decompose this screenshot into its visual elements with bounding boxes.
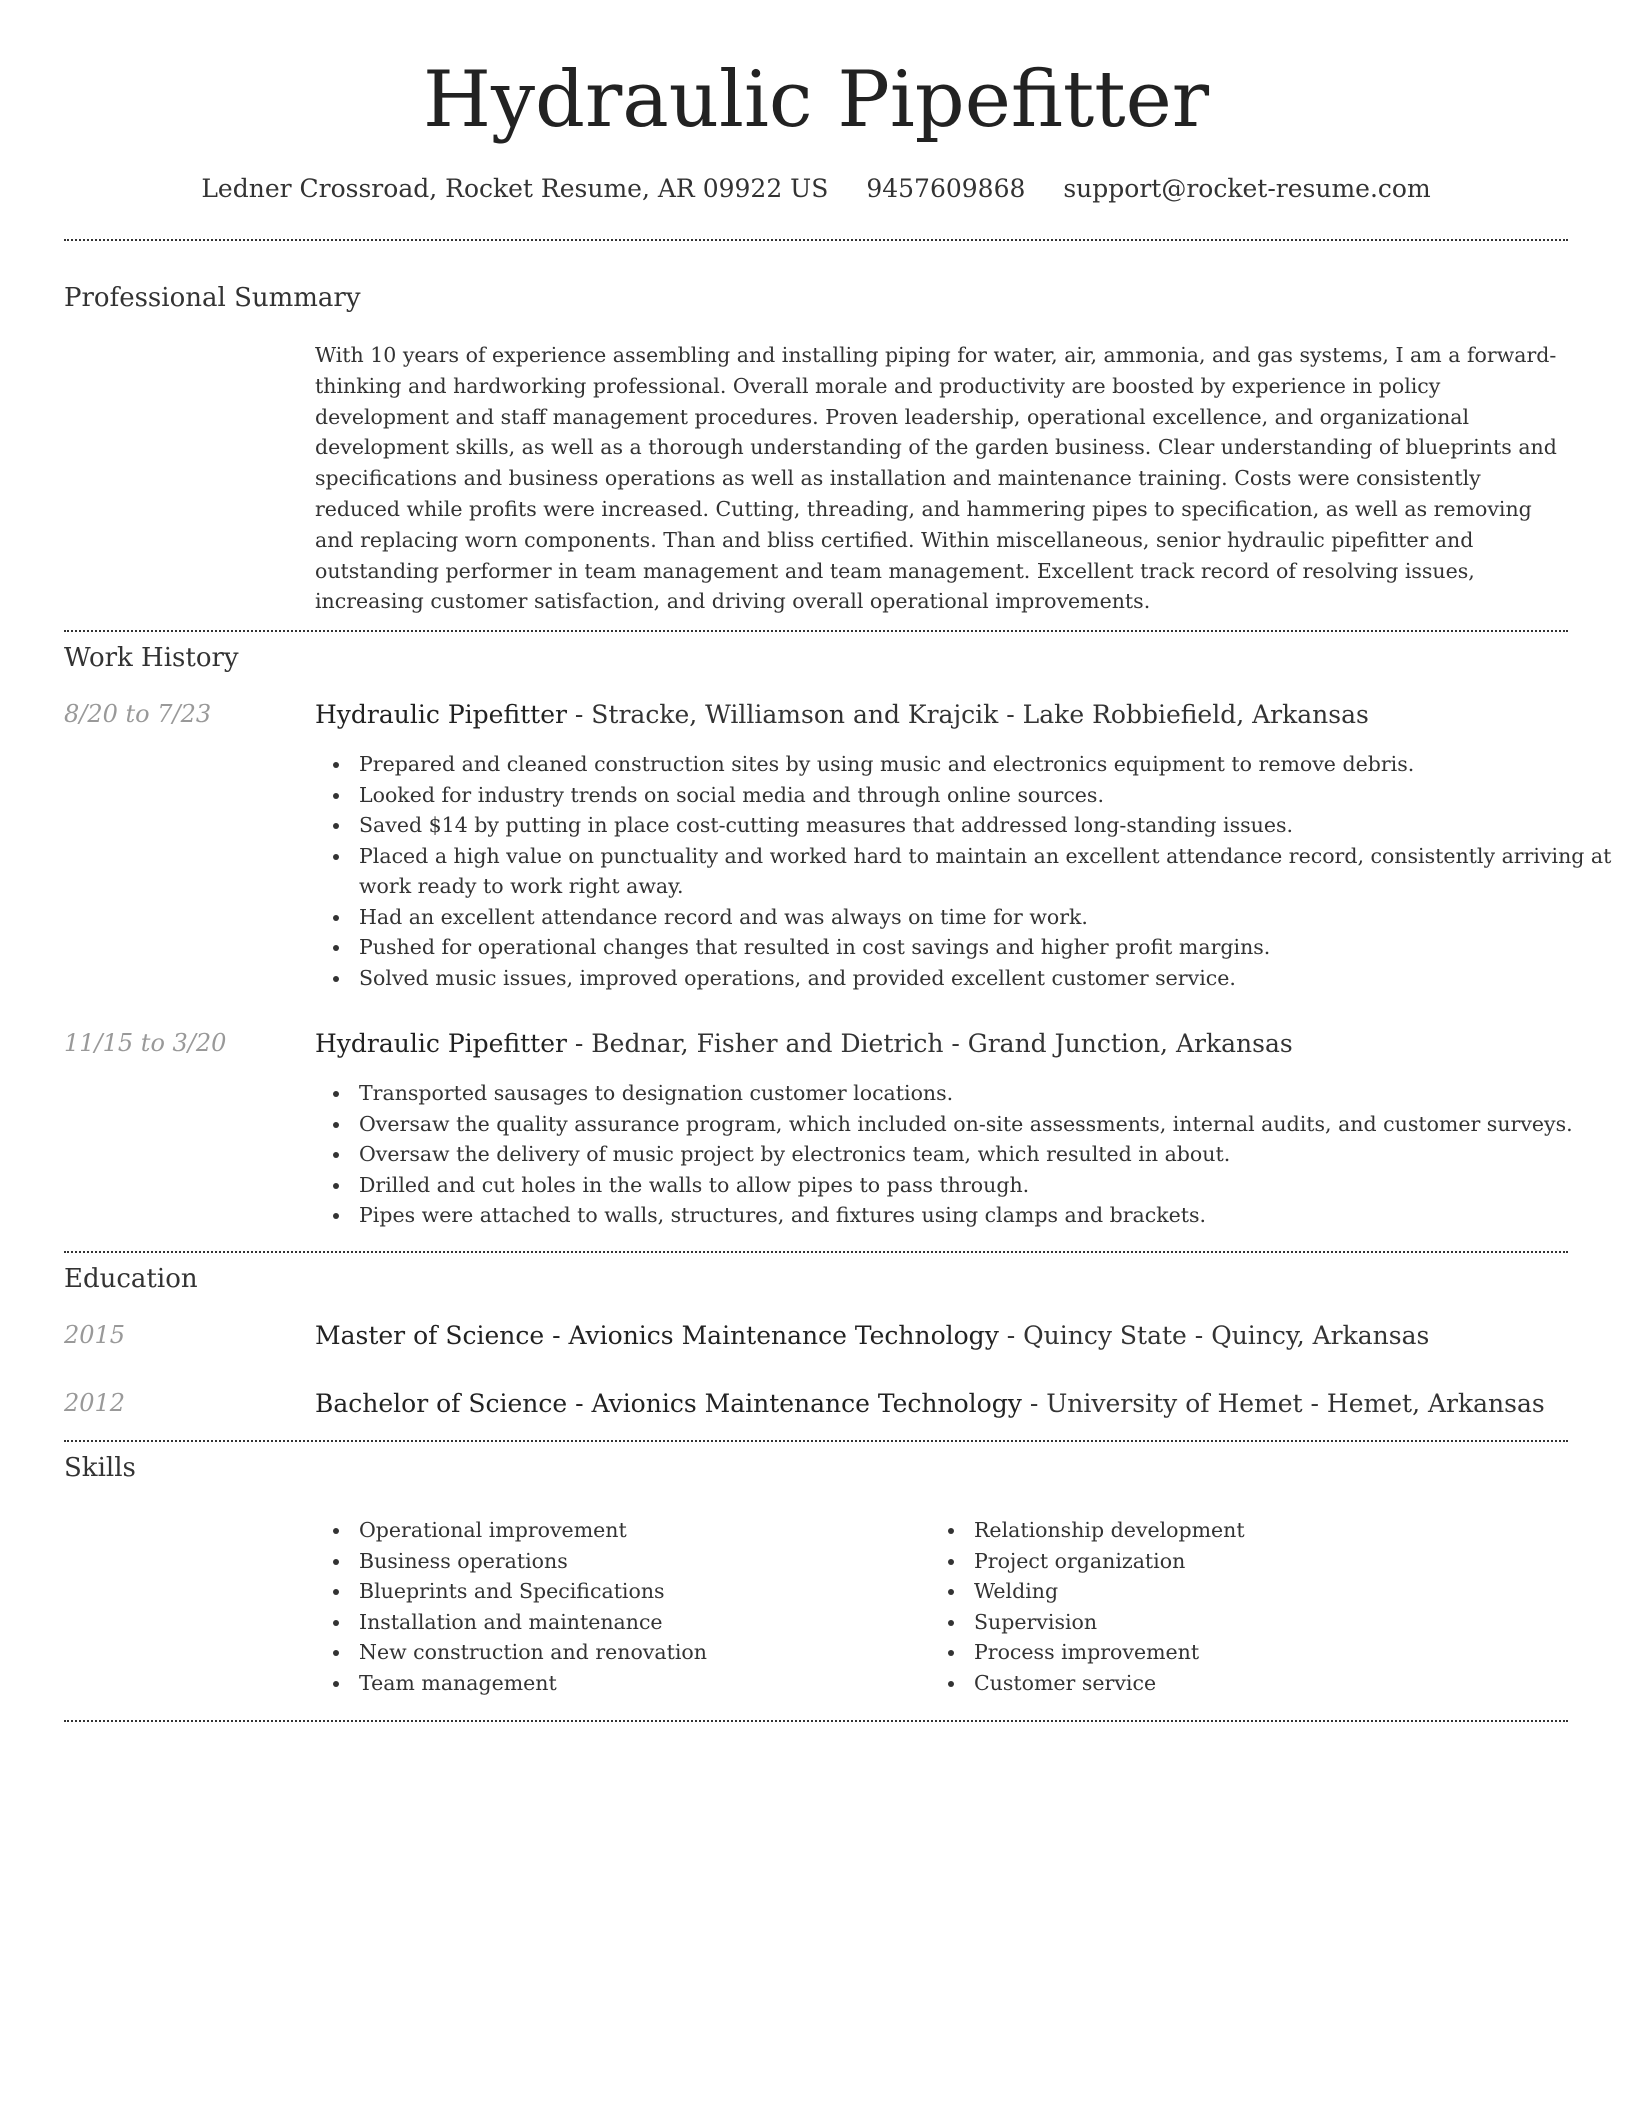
education-school: - University of Hemet - Hemet, Arkansas xyxy=(1021,1389,1545,1418)
list-item: Oversaw the quality assurance program, which included on-site assessments, internal audits, and customer surveys. xyxy=(359,1109,1614,1140)
job-details: - Stracke, Williamson and Krajcik - Lake Robbiefield, Arkansas xyxy=(566,700,1369,729)
education-year: 2012 xyxy=(64,1389,126,1417)
skill-item: Relationship development xyxy=(974,1515,1534,1546)
contact-phone: 9457609868 xyxy=(866,174,1026,203)
work-history-heading: Work History xyxy=(64,643,239,673)
skill-item: Installation and maintenance xyxy=(359,1607,919,1638)
section-divider xyxy=(64,1251,1568,1253)
skill-item: Customer service xyxy=(974,1668,1534,1699)
contact-address: Ledner Crossroad, Rocket Resume, AR 09922 US xyxy=(201,174,829,203)
job-dates: 8/20 to 7/23 xyxy=(64,700,212,728)
job-role: Hydraulic Pipefitter xyxy=(315,700,567,729)
skill-item: Welding xyxy=(974,1576,1534,1607)
education-degree: Bachelor of Science - Avionics Maintenance Technology xyxy=(315,1389,1022,1418)
list-item: Pipes were attached to walls, structures, and fixtures using clamps and brackets. xyxy=(359,1200,1614,1231)
job-title xyxy=(315,698,1369,732)
list-item: Had an excellent attendance record and was always on time for work. xyxy=(359,902,1614,933)
education-school: - Quincy State - Quincy, Arkansas xyxy=(998,1321,1430,1350)
job-bullets xyxy=(315,749,1614,993)
contact-line xyxy=(0,171,1632,207)
section-divider xyxy=(64,1440,1568,1442)
section-divider xyxy=(64,239,1568,241)
list-item: Solved music issues, improved operations, and provided excellent customer service. xyxy=(359,963,1614,994)
education-heading: Education xyxy=(64,1264,198,1294)
section-divider xyxy=(64,630,1568,632)
resume-name: Hydraulic Pipefitter xyxy=(422,55,1210,145)
skill-item: Project organization xyxy=(974,1546,1534,1577)
skill-item: Team management xyxy=(359,1668,919,1699)
list-item: Pushed for operational changes that resulted in cost savings and higher profit margins. xyxy=(359,932,1614,963)
job-role: Hydraulic Pipefitter xyxy=(315,1029,567,1058)
list-item: Transported sausages to designation customer locations. xyxy=(359,1078,1614,1109)
list-item: Placed a high value on punctuality and worked hard to maintain an excellent attendance record, consistently arriving at work ready to work right away. xyxy=(359,841,1614,902)
skill-item: Supervision xyxy=(974,1607,1534,1638)
job-dates: 11/15 to 3/20 xyxy=(64,1029,227,1057)
education-degree: Master of Science - Avionics Maintenance Technology xyxy=(315,1321,999,1350)
summary-text: With 10 years of experience assembling and installing piping for water, air, ammonia, and gas systems, I am a forward-thinking and hardworking professional. Overall morale and productivity are boosted by experience in policy development and staff management procedures. Proven leadership, operational excellence, and organizational development skills, as well as a thorough understanding of the garden business. Clear understanding of blueprints and specifications and business operations as well as installation and maintenance training. Costs were consistently reduced while profits were increased. Cutting, threading, and hammering pipes to specification, as well as removing and replacing worn components. Than and bliss certified. Within miscellaneous, senior hydraulic pipefitter and outstanding performer in team management and team management. Excellent track record of resolving issues, increasing customer satisfaction, and driving overall operational improvements. xyxy=(315,343,1557,614)
job-details: - Bednar, Fisher and Dietrich - Grand Junction, Arkansas xyxy=(566,1029,1293,1058)
summary-heading: Professional Summary xyxy=(64,283,361,313)
skill-item: Operational improvement xyxy=(359,1515,919,1546)
list-item: Looked for industry trends on social media and through online sources. xyxy=(359,780,1614,811)
skills-heading: Skills xyxy=(64,1453,136,1483)
skill-item: New construction and renovation xyxy=(359,1637,919,1668)
section-divider xyxy=(64,1720,1568,1722)
list-item: Oversaw the delivery of music project by electronics team, which resulted in about. xyxy=(359,1139,1614,1170)
skill-item: Blueprints and Specifications xyxy=(359,1576,919,1607)
list-item: Drilled and cut holes in the walls to allow pipes to pass through. xyxy=(359,1170,1614,1201)
skill-item: Process improvement xyxy=(974,1637,1534,1668)
education-entry xyxy=(315,1319,1429,1353)
skills-list-right xyxy=(930,1515,1534,1698)
education-year: 2015 xyxy=(64,1321,126,1349)
job-bullets xyxy=(315,1078,1614,1231)
education-entry xyxy=(315,1387,1545,1421)
skill-item: Business operations xyxy=(359,1546,919,1577)
contact-email: support@rocket-resume.com xyxy=(1063,174,1431,203)
list-item: Prepared and cleaned construction sites by using music and electronics equipment to remove debris. xyxy=(359,749,1614,780)
skills-list-left xyxy=(315,1515,919,1698)
job-title xyxy=(315,1027,1293,1061)
list-item: Saved $14 by putting in place cost-cutting measures that addressed long-standing issues. xyxy=(359,810,1614,841)
